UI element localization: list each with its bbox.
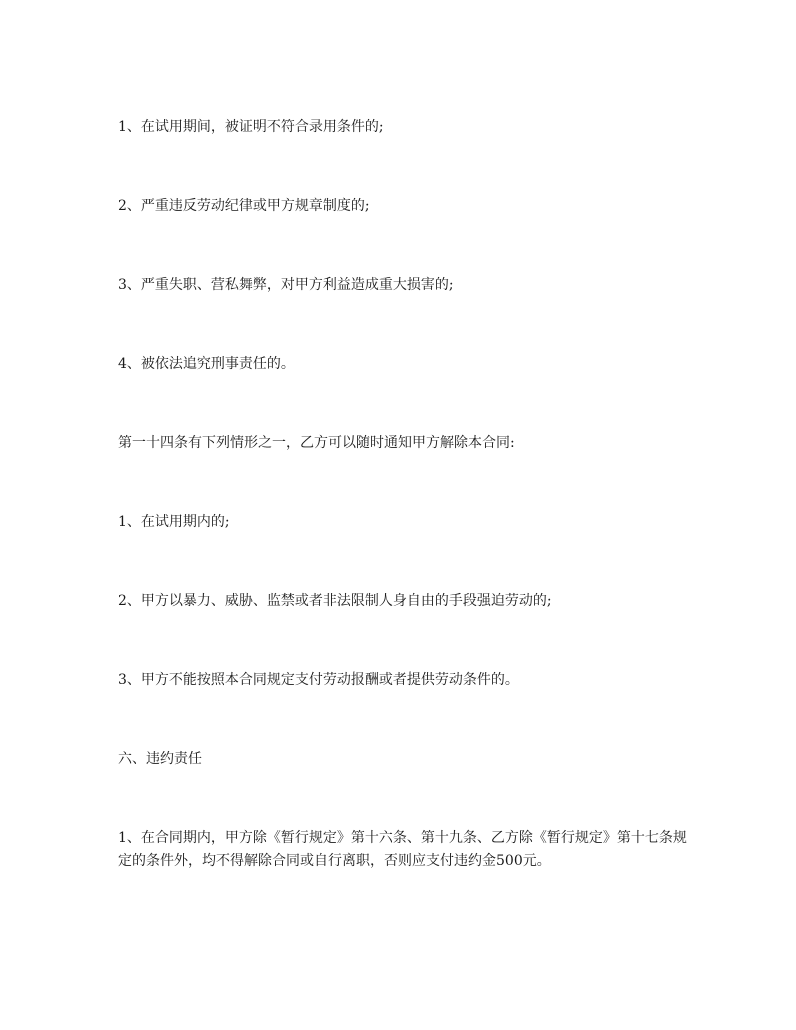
breach-liability-item-1: 1、在合同期内，甲方除《暂行规定》第十六条、第十九条、乙方除《暂行规定》第十七条规定的条件外，均不得解除合同或自行离职，否则应支付违约金500元。 — [118, 830, 687, 869]
employer-termination-item-3: 3、严重失职、营私舞弊，对甲方利益造成重大损害的; — [118, 277, 454, 293]
employee-termination-item-2: 2、甲方以暴力、威胁、监禁或者非法限制人身自由的手段强迫劳动的; — [118, 593, 552, 609]
article-14-heading: 第一十四条有下列情形之一，乙方可以随时通知甲方解除本合同: — [118, 435, 515, 451]
employee-termination-item-1: 1、在试用期内的; — [118, 514, 230, 530]
employer-termination-item-2: 2、严重违反劳动纪律或甲方规章制度的; — [118, 198, 370, 214]
employer-termination-item-1: 1、在试用期间，被证明不符合录用条件的; — [118, 119, 384, 135]
employer-termination-item-4: 4、被依法追究刑事责任的。 — [118, 356, 295, 372]
section-6-heading: 六、违约责任 — [118, 751, 202, 767]
employee-termination-item-3: 3、甲方不能按照本合同规定支付劳动报酬或者提供劳动条件的。 — [118, 672, 519, 688]
